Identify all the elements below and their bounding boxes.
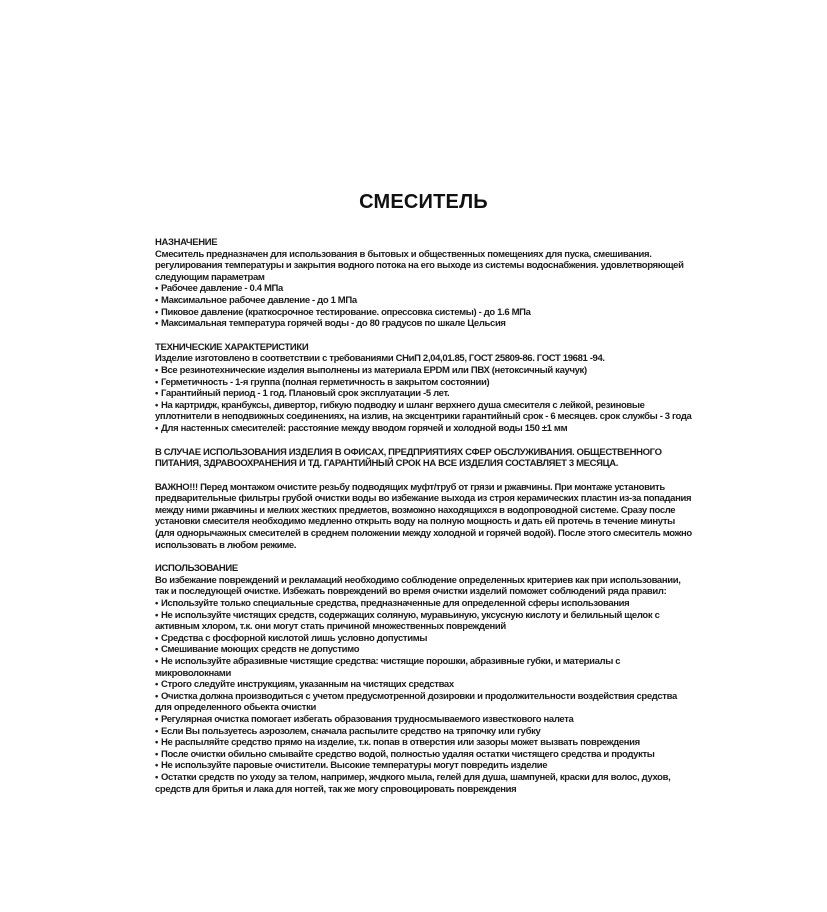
list-item: [155, 679, 692, 691]
list-item: [155, 656, 692, 679]
list-item: [155, 749, 692, 761]
list-item-text: Герметичность - 1-я группа (полная герметичность в закрытом состоянии): [160, 376, 490, 388]
list-item: [155, 772, 692, 795]
bullet-icon: •: [155, 632, 158, 644]
list-item-text: Не используйте чистящих средств, содержащих соляную, муравьиную, уксусную кислоту и белильный щелок с активным хлором, т.к. они могут стать причиной множественных повреждений: [155, 609, 660, 633]
bullet-icon: •: [155, 760, 158, 772]
list-item: [155, 691, 692, 714]
list-item-text: Максимальная температура горячей воды - до 80 градусов по шкале Цельсия: [160, 318, 506, 330]
bullet-icon: •: [155, 306, 158, 318]
list-item-text: Не распыляйте средство прямо на изделие, т.к. попав в отверстия или зазоры может вызвать повреждения: [160, 737, 640, 749]
bullet-icon: •: [155, 725, 158, 737]
list-item: [155, 737, 692, 749]
section-heading-specs: ТЕХНИЧЕСКИЕ ХАРАКТЕРИСТИКИ: [155, 341, 309, 353]
bullet-icon: •: [155, 422, 158, 434]
usage-intro: Во избежание повреждений и рекламаций необходимо соблюдение определенных критериев как при использовании, так и последующей очистке. Избежать повреждений во время очистки изделий поможет соблюдений ряда правил:: [155, 574, 681, 598]
bullet-icon: •: [155, 679, 158, 691]
bullet-icon: •: [155, 318, 158, 330]
list-item: [155, 365, 692, 377]
list-item: [155, 377, 692, 389]
purpose-intro: Смеситель предназначен для использования в бытовых и общественных помещениях для пуска, смешивания. регулирования температуры и закрытия водного потока на его выходе из системы водоснабжения. удовлетворяющей следующим параметрам: [155, 248, 684, 283]
list-item-text: Не используйте паровые очистители. Высокие температуры могут повредить изделие: [160, 760, 548, 772]
bullet-icon: •: [155, 690, 158, 702]
list-item-text: Все резинотехнические изделия выполнены из материала EPDM или ПВХ (нетоксичный каучук): [160, 364, 587, 376]
page-title: СМЕСИТЕЛЬ: [359, 191, 488, 213]
list-item-text: Используйте только специальные средства, предназначенные для определенной сферы использования: [160, 598, 630, 610]
bullet-icon: •: [155, 737, 158, 749]
list-item: [155, 644, 692, 656]
bullet-icon: •: [155, 598, 158, 610]
list-item: [155, 388, 692, 400]
list-item: [155, 295, 692, 307]
list-item-text: Если Вы пользуетесь аэрозолем, сначала распылите средство на тряпочку или губку: [160, 725, 541, 737]
list-item-text: Гарантийный период - 1 год. Плановый срок эксплуатации -5 лет.: [160, 388, 450, 400]
list-item-text: После очистки обильно смывайте средство водой, полностью удаляя остатки чистящего средства и продукты: [160, 748, 655, 760]
bullet-icon: •: [155, 364, 158, 376]
list-item: [155, 726, 692, 738]
bullet-icon: •: [155, 656, 158, 667]
list-item-text: Смешивание моющих средств не допустимо: [160, 644, 360, 656]
list-item: [155, 307, 692, 319]
list-item-text: На картридж, кранбуксы, дивертор, гибкую подводку и шланг верхнего душа смесителя с лейкой, резиновые уплотнители в неподвижных соединениях, на излив, на эксцентрики гарантийный срок - 6 месяцев. срок службы - 3 года: [155, 399, 692, 423]
bullet-icon: •: [155, 283, 158, 295]
list-item-text: Пиковое давление (краткосрочное тестирование. опрессовка системы) - до 1.6 МПа: [160, 306, 531, 318]
list-item-text: Для настенных смесителей: расстояние между вводом горячей и холодной воды 150 ±1 мм: [160, 422, 568, 434]
bullet-icon: •: [155, 609, 158, 621]
list-item: [155, 423, 692, 435]
bullet-icon: •: [155, 388, 158, 400]
section-heading-usage: ИСПОЛЬЗОВАНИЕ: [155, 563, 238, 575]
list-item: [155, 633, 692, 645]
list-item: [155, 400, 692, 423]
list-item-text: Очистка должна производиться с учетом предусмотренной дозировки и продолжительности воздействия средства для определенного обьекта очистки: [155, 690, 677, 714]
list-item: [155, 598, 692, 610]
specs-intro: Изделие изготовлено в соответствии с требованиями СНиП 2,04,01.85, ГОСТ 25809-86. ГОСТ 19681 -94.: [155, 353, 605, 365]
list-item-text: Регулярная очистка помогает избегать образования трудносмываемого известкового налета: [160, 713, 574, 725]
list-item: [155, 610, 692, 633]
bullet-icon: •: [155, 748, 158, 760]
list-item: [155, 318, 692, 330]
list-item-text: Рабочее давление - 0.4 МПа: [160, 283, 283, 295]
list-item-text: Средства с фосфорной кислотой лишь условно допустимы: [160, 632, 428, 644]
bullet-icon: •: [155, 771, 158, 783]
bullet-icon: •: [155, 294, 158, 306]
list-item-text: Остатки средств по уходу за телом, например, жчдкого мыла, гелей для душа, шампуней, краски для волос, духов, средств для бритья и лака для ногтей, так же могу спровоцировать повреждения: [155, 771, 671, 795]
bullet-icon: •: [155, 399, 158, 411]
office-warranty-note: В СЛУЧАЕ ИСПОЛЬЗОВАНИЯ ИЗДЕЛИЯ В ОФИСАХ, ПРЕДПРИЯТИЯХ СФЕР ОБСЛУЖИВАНИЯ. ОБЩЕСТВЕННОГО ПИТАНИЯ, ЗДРАВООХРАНЕНИЯ И ТД. ГАРАНТИЙНЫЙ СРОК НА ВСЕ ИЗДЕЛИЯ СОСТАВЛЯЕТ 3 МЕСЯЦА.: [155, 446, 662, 470]
list-item-text: Не используйте абразивные чистящие средства: чистящие порошки, абразивные губки, и материалы с микроволокнами: [155, 656, 621, 679]
list-item-text: Максимальное рабочее давление - до 1 МПа: [160, 294, 357, 306]
important-note: ВАЖНО!!! Перед монтажом очистите резьбу подводящих муфт/труб от грязи и ржавчины. При монтаже установить предварительные фильтры грубой очистки воды во избежание выхода из строя керамических пластин из-за попадания между ними ржавчины и мелких жестких предметов, возможно находящихся в водопроводной системе. Сразу после установки смесителя необходимо медленно открыть воду на полную мощность и дать ей протечь в течение минуты (для однорычажных смесителей в среднем положении между холодной и горячей водой). После этого смеситель можно использовать в любом режиме.: [155, 481, 692, 551]
bullet-icon: •: [155, 644, 158, 656]
list-item: [155, 760, 692, 772]
section-heading-purpose: НАЗНАЧЕНИЕ: [155, 237, 218, 248]
manual-content: [155, 0, 692, 795]
list-item: [155, 714, 692, 726]
bullet-icon: •: [155, 713, 158, 725]
bullet-icon: •: [155, 376, 158, 388]
list-item-text: Строго следуйте инструкциям, указанным на чистящих средствах: [160, 679, 454, 691]
list-item: [155, 283, 692, 295]
